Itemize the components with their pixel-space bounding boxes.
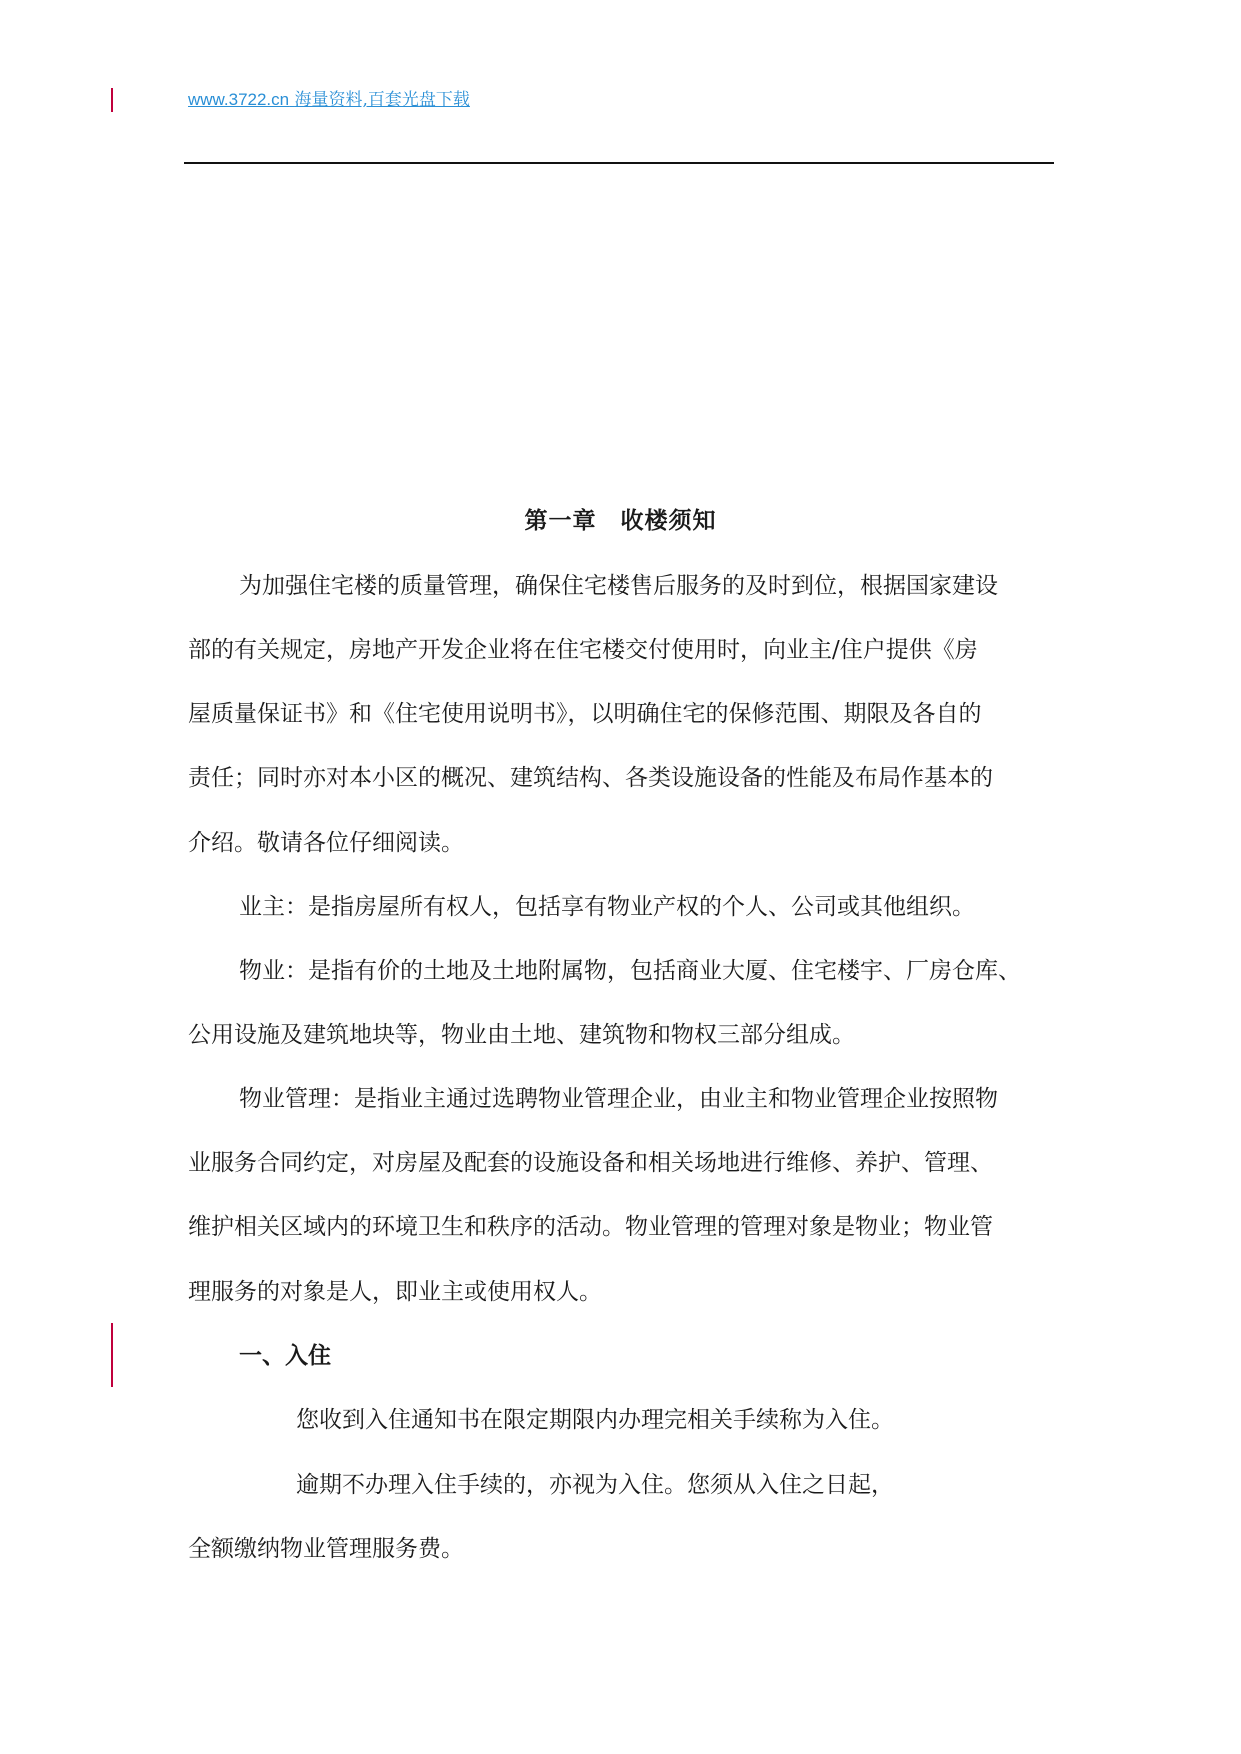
header-rule [184,162,1054,164]
paragraph-line: 为加强住宅楼的质量管理，确保住宅楼售后服务的及时到位，根据国家建设 [239,573,998,599]
paragraph-line: 物业：是指有价的土地及土地附属物，包括商业大厦、住宅楼宇、厂房仓库、 [239,958,1021,984]
chapter-title: 第一章 收楼须知 [524,507,717,534]
section-line: 您收到入住通知书在限定期限内办理完相关手续称为入住。 [296,1407,894,1433]
paragraph-line: 业服务合同约定，对房屋及配套的设施设备和相关场地进行维修、养护、管理、 [188,1150,993,1176]
paragraph-line: 业主：是指房屋所有权人，包括享有物业产权的个人、公司或其他组织。 [239,894,975,920]
section-line: 全额缴纳物业管理服务费。 [188,1536,464,1562]
revision-bar [111,88,113,112]
header-site[interactable]: www.3722.cn [188,90,290,109]
paragraph-line: 介绍。敬请各位仔细阅读。 [188,830,464,856]
paragraph-line: 维护相关区域内的环境卫生和秩序的活动。物业管理的管理对象是物业；物业管 [188,1214,993,1240]
paragraph-line: 物业管理：是指业主通过选聘物业管理企业，由业主和物业管理企业按照物 [239,1086,998,1112]
section-line: 逾期不办理入住手续的，亦视为入住。您须从入住之日起， [296,1472,894,1498]
paragraph-line: 责任；同时亦对本小区的概况、建筑结构、各类设施设备的性能及布局作基本的 [188,765,993,791]
paragraph-line: 屋质量保证书》和《住宅使用说明书》，以明确住宅的保修范围、期限及各自的 [188,701,982,727]
paragraph-line: 公用设施及建筑地块等，物业由土地、建筑物和物权三部分组成。 [188,1022,855,1048]
paragraph-line: 理服务的对象是人，即业主或使用权人。 [188,1279,602,1305]
revision-bar [111,1323,113,1387]
header-slogan[interactable]: 海量资料,百套光盘下载 [294,90,470,110]
paragraph-line: 部的有关规定，房地产开发企业将在住宅楼交付使用时，向业主/住户提供《房 [188,637,978,663]
header-link[interactable] [188,88,470,112]
section-heading: 一、入住 [239,1342,331,1369]
